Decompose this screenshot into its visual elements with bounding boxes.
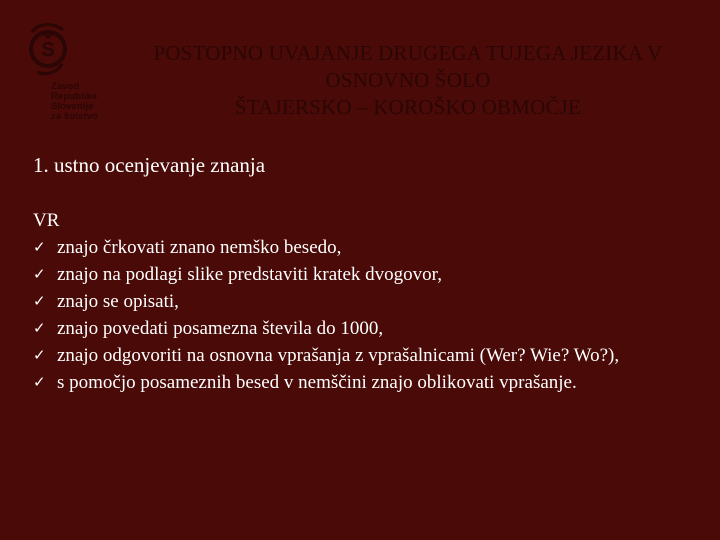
list-item <box>33 315 657 342</box>
logo-line: za šolstvo <box>51 111 98 122</box>
zrss-logo <box>24 20 110 130</box>
list-item <box>33 261 657 288</box>
section-label: VR <box>33 210 60 231</box>
list-item <box>33 288 657 315</box>
slide-title <box>108 40 708 121</box>
logo-text <box>51 82 98 122</box>
slide-subtitle: 1. ustno ocenjevanje znanja <box>33 153 266 177</box>
title-line-2: OSNOVNO ŠOLO <box>325 68 491 92</box>
list-item <box>33 234 657 261</box>
list-item-text: s pomočjo posameznih besed v nemščini znajo oblikovati vprašanje. <box>57 372 577 393</box>
logo-line: Slovenije <box>51 101 94 112</box>
list-item-text: znajo se opisati, <box>57 291 179 312</box>
title-line-1: POSTOPNO UVAJANJE DRUGEGA TUJEGA JEZIKA V <box>153 41 663 65</box>
zrss-s-logo-icon <box>24 20 74 82</box>
content-list <box>33 207 657 396</box>
title-line-3: ŠTAJERSKO – KOROŠKO OBMOČJE <box>234 95 582 119</box>
checkmark-icon: ✓ <box>33 373 46 391</box>
checkmark-icon: ✓ <box>33 238 46 256</box>
svg-text:S: S <box>41 39 55 61</box>
list-item-text: znajo črkovati znano nemško besedo, <box>57 237 342 258</box>
list-item <box>33 369 657 396</box>
checkmark-icon: ✓ <box>33 319 46 337</box>
logo-line: Zavod <box>51 81 80 92</box>
list-item <box>33 342 657 369</box>
checkmark-icon: ✓ <box>33 346 46 364</box>
checkmark-icon: ✓ <box>33 292 46 310</box>
list-item-text: znajo odgovoriti na osnovna vprašanja z vprašalnicami (Wer? Wie? Wo?), <box>57 345 620 366</box>
logo-line: Republike <box>51 91 98 102</box>
list-item-text: znajo na podlagi slike predstaviti kratek dvogovor, <box>57 264 442 285</box>
list-item-text: znajo povedati posamezna števila do 1000, <box>57 318 384 339</box>
checkmark-icon: ✓ <box>33 265 46 283</box>
